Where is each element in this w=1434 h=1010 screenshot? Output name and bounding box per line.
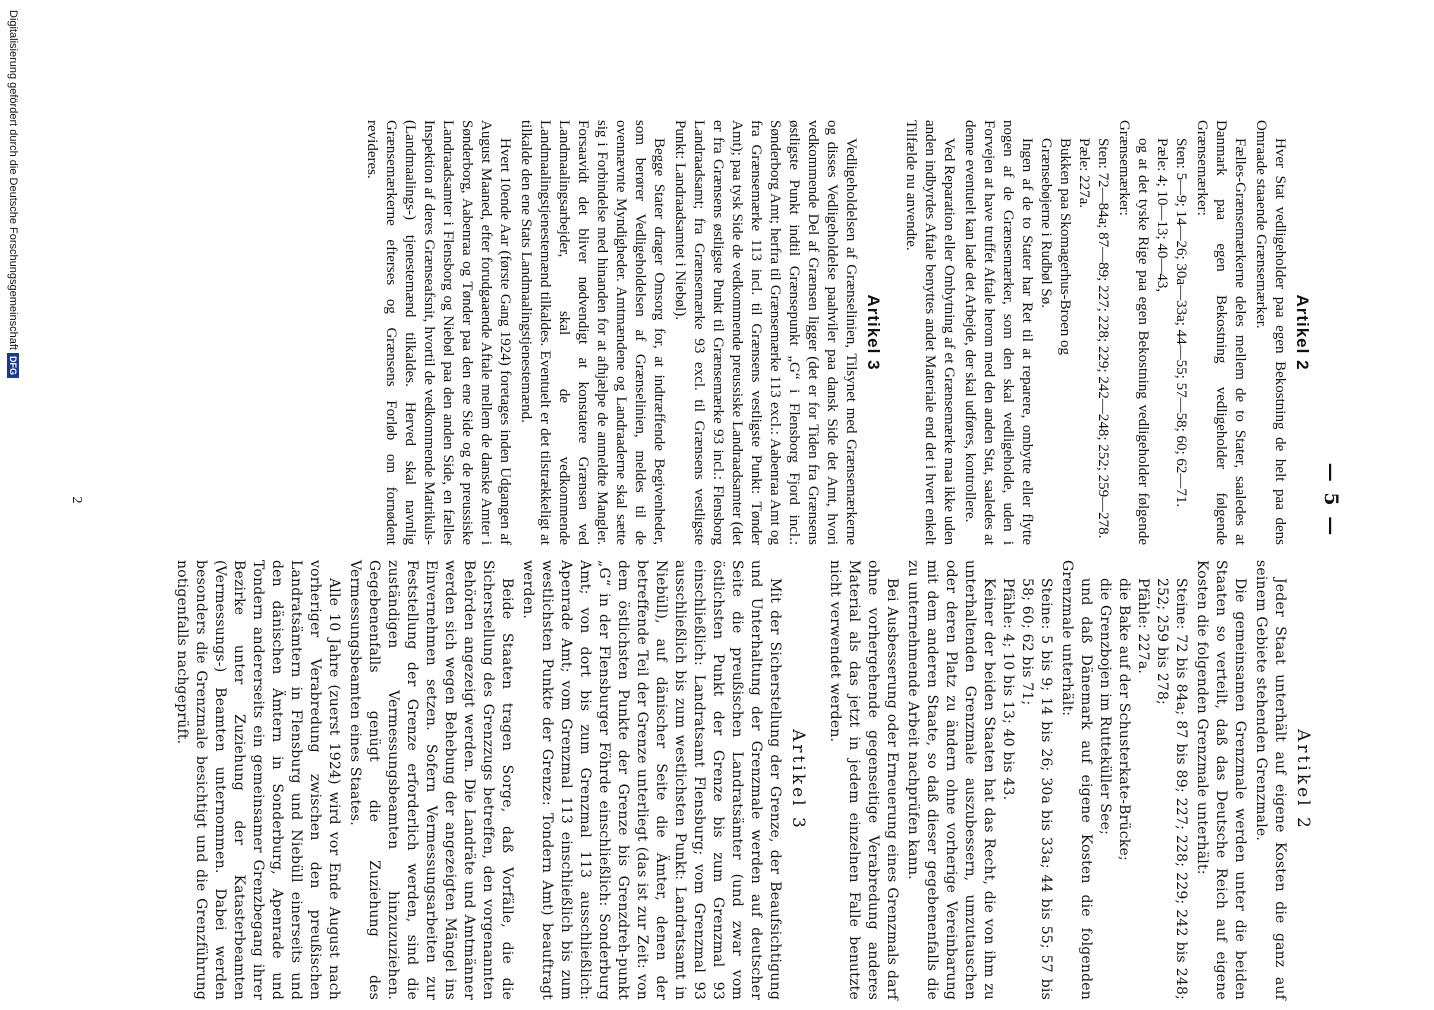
danish-art3-paragraph-1: Vedligeholdelsen af Grænselinien, Tilsynet med Grænsemærkerne og disses Vedligeholdelse paahviler paa dansk Side det Amt, hvori vedkommende Del af Grænsen ligger (det er for Tiden fra Grænsens østligste Punkt indtil Grænsepunkt „G“ i Flensborg Fjord incl.: Sønderborg Amt; herfra til Grænsemærke 113 excl.: Aabenraa Amt og fra Grænsemærke 113 incl. til Grænsens vestligste Punkt: Tønder Amt); paa tysk Side de vedkommende preussiske Landraadsamter (det er fra Grænsens østligste Punkt til Grænsemærke 93 incl.: Flensborg Landraadsamt; fra Grænsemærke 93 excl. til Grænsens vestligste Punkt: Landraadsamtet i Niebøl).	[672, 120, 859, 545]
german-art2-paragraph-2: Die gemeinsamen Grenzmale werden unter die beiden Staaten so verteilt, daß das Deutsche Reich auf eigene Kosten die folgenden Grenzmale unterhält:	[1194, 560, 1248, 1000]
danish-art2-paragraph-2: Fælles-Grænsemærkerne deles mellem de to Stater, saaledes at Danmark paa egen Bekostning vedligeholder følgende Grænsemærker:	[1194, 120, 1248, 545]
danish-art2-stones-2: Sten: 72—84a; 87—89; 227; 228; 229; 242—248; 252; 259—278.	[1095, 138, 1111, 539]
danish-column	[360, 120, 1314, 545]
german-art2-bridge: die Bake auf der Schusterkate-Brücke;	[1116, 578, 1132, 861]
danish-art3-paragraph-2: Begge Stater drager Omsorg for, at indtræffende Begivenheder, som berører Vedligeholdelsen af Grænselinien, meldes til de ovennævnte Myndigheder. Amtmændene og Landraaderne skal sætte sig i Forbindelse med hinanden for at afhjælpe de anmeldte Mangler. Forsaavidt det bliver nødvendigt at konstatere Grænsen ved Landmaalingsarbejder, skal de vedkommende Landmaalingstjenestemænd tilkaldes. Eventuelt er det tilstrækkeligt at tilkalde den ene Stats Landmaalingstjenestemænd.	[518, 120, 667, 545]
dfg-logo: DFG	[7, 353, 19, 378]
danish-art2-paragraph-3: og at det tyske Rige paa egen Bekostning vedligeholder følgende Grænsemærker:	[1116, 120, 1151, 545]
danish-art2-stones: Sten: 5—9; 14—26; 30a—33a; 44—55; 57—58; 60; 62—71.	[1173, 138, 1189, 508]
page-number-bottom: 2	[69, 496, 84, 504]
german-article-2-heading: Artikel 2	[1293, 729, 1313, 831]
danish-art2-buoys: Grænsebøjerne i Rudbøl Sø.	[1038, 138, 1054, 308]
german-art2-paragraph-4: Keiner der beiden Staaten hat das Recht, die von ihm zu unterhaltenden Grenzmale auszubessern, umzutauschen oder deren Platz zu ändern ohne vorherige Vereinbarung mit dem anderen Staate, so daß dieser gegebenenfalls die zu unternehmende Arbeit nachprüfen kann.	[905, 560, 997, 1000]
german-art2-stones-2: Steine: 5 bis 9; 14 bis 26; 30a bis 33a; 44 bis 55; 57 bis 58; 60; 62 bis 71;	[1019, 578, 1054, 1000]
digitization-credit	[7, 0, 19, 1010]
german-art2-paragraph-1: Jeder Staat unterhält auf eigene Kosten die ganz auf seinem Gebiete stehenden Grenzmale.	[1253, 560, 1288, 1000]
german-art3-paragraph-3: Alle 10 Jahre (zuerst 1924) wird vor Ende August nach vorheriger Verabredung zwischen den preußischen Landratsämtern in Flensburg und Niebüll einerseits und den dänischen Ämtern in Sonderburg, Apenrade und Tondern andererseits ein gemeinsamer Grenzbegang ihrer Bezirke unter Zuziehung der Katasterbeamten (Vermessungs-) Beamten unternommen. Dabei werden besonders die Grenzmale besichtigt und die Grenzführung notigenfalls nachgeprüft.	[174, 560, 342, 1000]
danish-art2-paragraph-1: Hver Stat vedligeholder paa egen Bekostning de helt paa dens Omraade staaende Grænsemærker.	[1253, 120, 1288, 545]
german-art3-paragraph-2: Beide Staaten tragen Sorge, daß Vorfälle, die die Sicherstellung des Grenzzugs betreffen, den vorgenannten Behörden angezeigt werden. Die Landräte und Amtmänner werden sich wegen Behebung der angezeigten Mängel ins Einvernehmen setzen. Sofern Vermessungsarbeiten zur Feststellung der Grenze erforderlich werden, sind die zuständigen Vermessungsbeamten hinzuzuziehen. Gegebenenfalls genügt die Zuziehung des Vermessungsbeamten eines Staates.	[347, 560, 515, 1000]
danish-art2-poles: Pæle: 4; 10—13; 40—43,	[1154, 138, 1170, 293]
danish-art3-paragraph-3: Hvert 10ende Aar (første Gang 1924) foretages inden Udgangen af August Maaned, efter forudgaaende Aftale mellem de danske Amter i Sønderborg, Aabenraa og Tønder paa den ene Side og de preussiske Landraadsamter i Flensborg og Niebøl paa den anden Side, en fælles Inspektion af deres Grænseafsnit, hvortil de vedkommende Matrikuls- (Landmaalings-) tjenestemænd tilkaldes. Herved skal navnlig Grænsemærkerne efterses og Grænsens Forløb om fornødent revideres.	[364, 120, 513, 545]
german-art2-poles: Pfähle: 227a.	[1135, 578, 1151, 675]
danish-art2-paragraph-5: Ved Reparation eller Ombytning af et Grænsemærke maa ikke uden anden indbyrdes Aftale benyttes andet Materiale end det i hvert enkelt Tilfælde nu anvendte.	[903, 120, 957, 545]
german-article-3-heading: Artikel 3	[788, 729, 808, 831]
german-art2-stones: Steine: 72 bis 84a; 87 bis 89; 227; 228; 229; 242 bis 248; 252; 259 bis 278;	[1154, 578, 1189, 1000]
german-art2-poles-2: Pfähle: 4; 10 bis 13; 40 bis 43.	[1000, 578, 1016, 801]
german-column	[170, 560, 1314, 1000]
danish-art2-bridge: Bukken paa Skomagerhus-Broen og	[1057, 138, 1073, 356]
danish-article-3-heading: Artikel 3	[864, 294, 883, 371]
danish-art2-poles-2: Pæle: 227a.	[1076, 138, 1092, 208]
german-art2-buoys: die Grenzbojen im Rutteküller See;	[1097, 578, 1113, 836]
danish-article-2-heading: Artikel 2	[1293, 294, 1312, 371]
german-art2-paragraph-3: und daß Dänemark auf eigene Kosten die folgenden Grenzmale unterhält:	[1059, 560, 1094, 1000]
credit-text: Digitalisierung gefördert durch die Deutsche Forschungsgemeinschaft	[7, 10, 19, 350]
german-art3-paragraph-1: Mit der Sicherstellung der Grenze, der Beaufsichtigung und Unterhaltung der Grenzmale werden auf deutscher Seite die preußischen Landratsämter (und zwar vom östlichsten Punkt der Grenze bis zum Grenzmal 93 einschließlich: Landratsamt Flensburg; vom Grenzmal 93 ausschließlich bis zum westlichsten Punkt: Landratsamt in Niebüll), auf dänischer Seite die Ämter, denen der betreffende Teil der Grenze unterliegt (das ist zur Zeit: von dem östlichsten Punkte der Grenze bis Grenzdreh-punkt „G“ in der Flensburger Föhrde einschließlich: Sonderburg Amt; von dort bis zum Grenzmal 113 ausschließlich: Apenrade Amt; vom Grenzmal 113 einschließlich bis zum westlichsten Punkte der Grenze: Tondern Amt) beauftragt werden.	[520, 560, 783, 1000]
danish-art2-paragraph-4: Ingen af de to Stater har Ret til at reparere, ombytte eller flytte nogen af de Grænsemærker, som den skal vedligeholde, uden i Forvejen at have truffet Aftale herom med den anden Stat, saaledes at denne eventuelt kan lade det Arbejde, der skal udføres, kontrollere.	[962, 120, 1035, 545]
page-number-top: — 5 —	[1320, 462, 1342, 538]
german-art2-paragraph-5: Bei Ausbesserung oder Erneuerung eines Grenzmals darf ohne vorhergehende gegenseitige Verabredung anderes Material als das jetzt in jedem einzelnen Falle benutzte nicht verwendet werden.	[827, 560, 900, 1000]
